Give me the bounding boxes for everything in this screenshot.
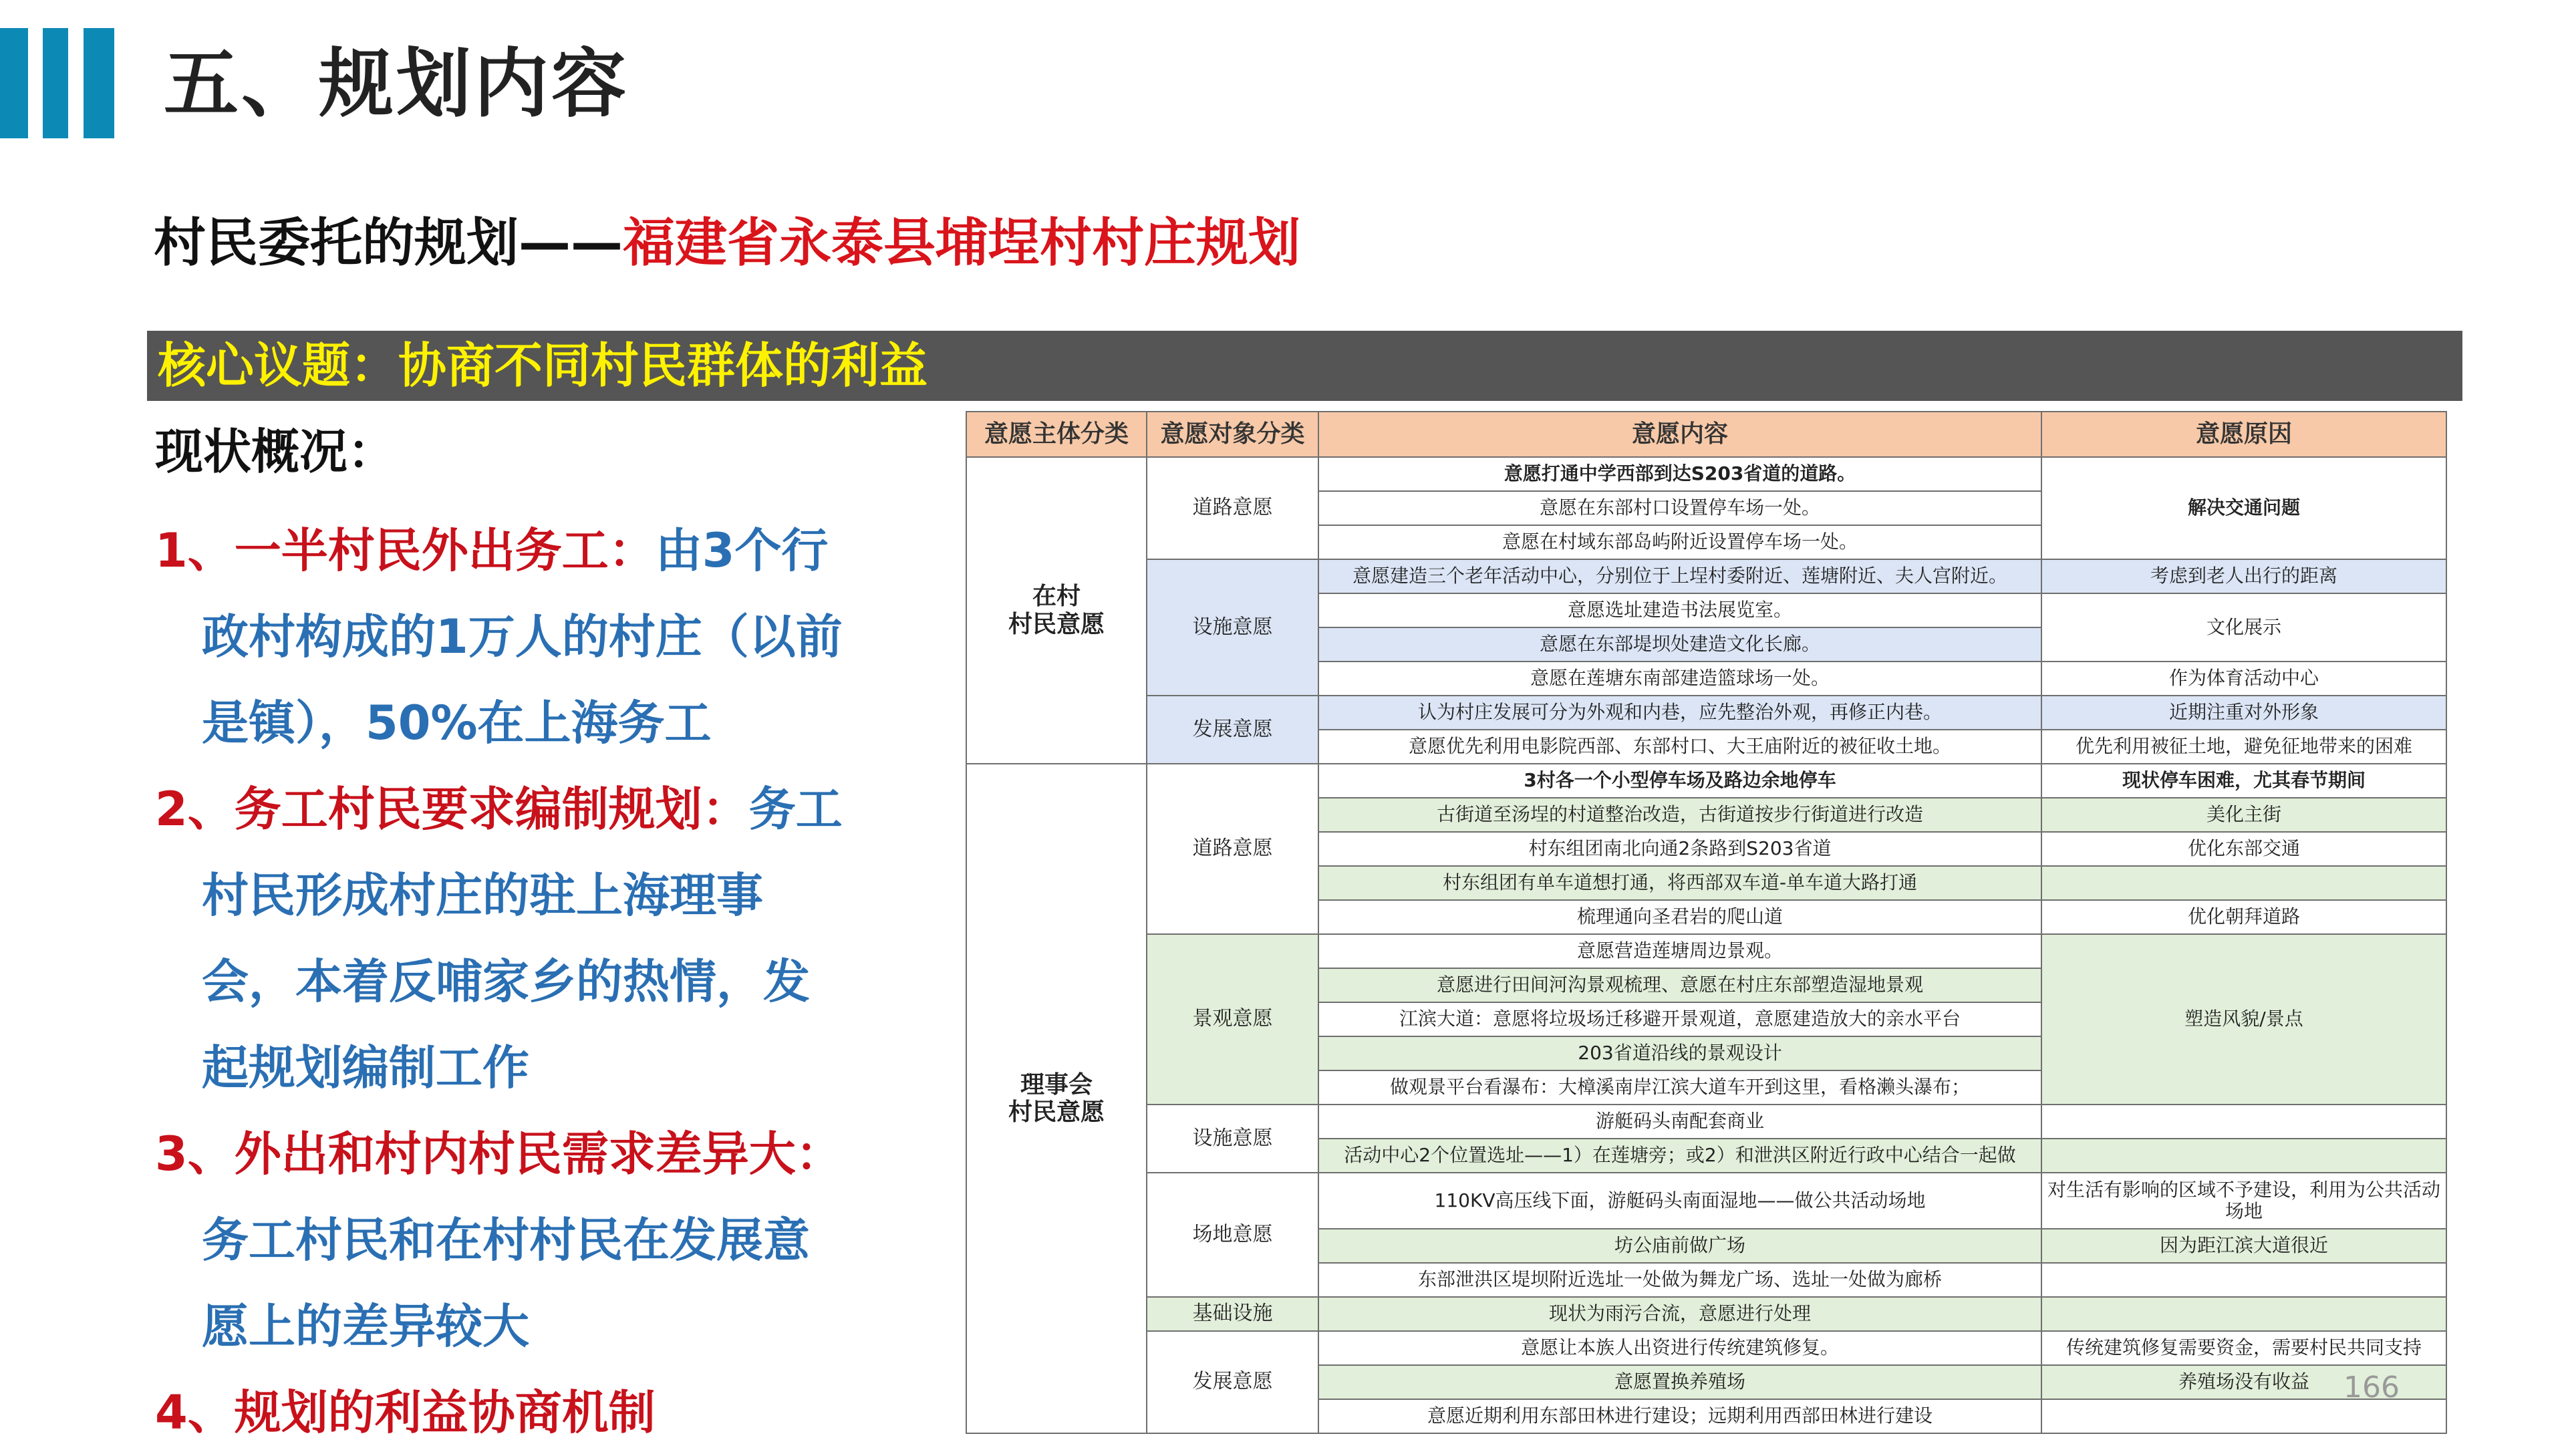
page-number: 166 (2343, 1370, 2400, 1405)
table-cell-content: 江滨大道：意愿将垃圾场迁移避开景观道，意愿建造放大的亲水平台 (1318, 1002, 2041, 1036)
table-cell-content: 3村各一个小型停车场及路边余地停车 (1318, 764, 2041, 798)
table-cell-reason: 因为距江滨大道很近 (2041, 1229, 2446, 1263)
status-heading: 现状概况： (155, 424, 396, 480)
table-cell-reason (2041, 1105, 2446, 1139)
group-council: 理事会 村民意愿 (966, 764, 1147, 1433)
title-accent-bars (0, 28, 117, 138)
status-point-2: 2、务工村民要求编制规划：务工 村民形成村庄的驻上海理事 会，本着反哺家乡的热情，发 起规划编制工作 (155, 782, 843, 1095)
table-cell-content: 游艇码头南配套商业 (1318, 1105, 2041, 1139)
table-cell-reason: 解决交通问题 (2041, 457, 2446, 559)
table-cell-content: 梳理通向圣君岩的爬山道 (1318, 900, 2041, 934)
subtitle-project: 福建省永泰县埔埕村村庄规划 (623, 213, 1301, 273)
table-cell-content: 东部泄洪区堤坝附近选址一处做为舞龙广场、选址一处做为廊桥 (1318, 1263, 2041, 1297)
table-cell-content: 意愿在村域东部岛屿附近设置停车场一处。 (1318, 525, 2041, 559)
table-cell-content: 坊公庙前做广场 (1318, 1229, 2041, 1263)
table-cell-reason: 优先利用被征土地，避免征地带来的困难 (2041, 730, 2446, 764)
category-development: 发展意愿 (1147, 1331, 1318, 1433)
col-header-content: 意愿内容 (1318, 412, 2041, 457)
table-cell-content: 意愿营造莲塘周边景观。 (1318, 934, 2041, 968)
table-cell-content: 意愿让本族人出资进行传统建筑修复。 (1318, 1331, 2041, 1365)
wishes-table (966, 411, 2446, 1434)
table-cell-content: 活动中心2个位置选址——1）在莲塘旁；或2）和泄洪区附近行政中心结合一起做 (1318, 1139, 2041, 1173)
table-cell-reason: 近期注重对外形象 (2041, 696, 2446, 730)
group-resident: 在村 村民意愿 (966, 457, 1147, 764)
core-issue-text: 核心议题：协商不同村民群体的利益 (158, 337, 928, 394)
table-cell-content: 意愿选址建造书法展览室。 (1318, 593, 2041, 627)
status-point-1: 1、一半村民外出务工：由3个行 政村构成的1万人的村庄（以前 是镇），50%在上海务工 (155, 523, 843, 750)
category-landscape: 景观意愿 (1147, 934, 1318, 1105)
table-cell-reason: 考虑到老人出行的距离 (2041, 559, 2446, 593)
table-cell-content: 做观景平台看瀑布：大樟溪南岸江滨大道车开到这里，看格濑头瀑布； (1318, 1070, 2041, 1105)
table-cell-content: 意愿优先利用电影院西部、东部村口、大王庙附近的被征收土地。 (1318, 730, 2041, 764)
table-cell-reason: 对生活有影响的区域不予建设，利用为公共活动场地 (2041, 1173, 2446, 1229)
subtitle-prefix: 村民委托的规划—— (154, 213, 623, 273)
category-facility: 设施意愿 (1147, 559, 1318, 696)
category-facility: 设施意愿 (1147, 1105, 1318, 1173)
table-cell-content: 现状为雨污合流，意愿进行处理 (1318, 1297, 2041, 1331)
table-cell-content: 110KV高压线下面，游艇码头南面湿地——做公共活动场地 (1318, 1173, 2041, 1229)
subtitle (154, 213, 1301, 273)
table-cell-reason: 现状停车困难，尤其春节期间 (2041, 764, 2446, 798)
table-cell-content: 意愿在莲塘东南部建造篮球场一处。 (1318, 662, 2041, 696)
table-cell-reason (2041, 1263, 2446, 1297)
table-cell-reason (2041, 1297, 2446, 1331)
table-cell-content: 意愿近期利用东部田林进行建设；远期利用西部田林进行建设 (1318, 1399, 2041, 1433)
col-header-object: 意愿对象分类 (1147, 412, 1318, 457)
status-point-4: 4、规划的利益协商机制 (155, 1385, 656, 1440)
table-cell-reason: 作为体育活动中心 (2041, 662, 2446, 696)
table-cell-content: 意愿建造三个老年活动中心，分别位于上埕村委附近、莲塘附近、夫人宫附近。 (1318, 559, 2041, 593)
table-cell-content: 意愿进行田间河沟景观梳理、意愿在村庄东部塑造湿地景观 (1318, 968, 2041, 1002)
table-cell-reason: 美化主街 (2041, 798, 2446, 832)
table-cell-content: 意愿置换养殖场 (1318, 1365, 2041, 1399)
table-cell-reason: 文化展示 (2041, 593, 2446, 662)
table-cell-content: 古街道至汤埕的村道整治改造，古街道按步行街道进行改造 (1318, 798, 2041, 832)
page-title: 五、规划内容 (164, 41, 629, 128)
category-road: 道路意愿 (1147, 457, 1318, 559)
core-issue-banner (147, 331, 2462, 401)
table-cell-content: 村东组团南北向通2条路到S203省道 (1318, 832, 2041, 866)
table-cell-reason (2041, 866, 2446, 900)
col-header-reason: 意愿原因 (2041, 412, 2446, 457)
table-cell-reason: 养殖场没有收益 (2041, 1365, 2446, 1399)
table-cell-content: 意愿在东部堤坝处建造文化长廊。 (1318, 627, 2041, 662)
table-cell-reason: 优化东部交通 (2041, 832, 2446, 866)
category-road: 道路意愿 (1147, 764, 1318, 934)
col-header-subject: 意愿主体分类 (966, 412, 1147, 457)
category-venue: 场地意愿 (1147, 1173, 1318, 1297)
table-cell-content: 村东组团有单车道想打通，将西部双车道-单车道大路打通 (1318, 866, 2041, 900)
table-cell-reason: 优化朝拜道路 (2041, 900, 2446, 934)
table-cell-reason: 传统建筑修复需要资金，需要村民共同支持 (2041, 1331, 2446, 1365)
table-cell-content: 203省道沿线的景观设计 (1318, 1036, 2041, 1070)
category-infrastructure: 基础设施 (1147, 1297, 1318, 1331)
status-point-3: 3、外出和村内村民需求差异大： 务工村民和在村村民在发展意 愿上的差异较大 (155, 1127, 843, 1354)
table-cell-content: 意愿在东部村口设置停车场一处。 (1318, 491, 2041, 525)
table-cell-reason (2041, 1139, 2446, 1173)
category-development: 发展意愿 (1147, 696, 1318, 764)
table-cell-reason: 塑造风貌/景点 (2041, 934, 2446, 1105)
table-cell-content: 意愿打通中学西部到达S203省道的道路。 (1318, 457, 2041, 491)
table-cell-content: 认为村庄发展可分为外观和内巷，应先整治外观，再修正内巷。 (1318, 696, 2041, 730)
status-points (155, 508, 897, 1456)
